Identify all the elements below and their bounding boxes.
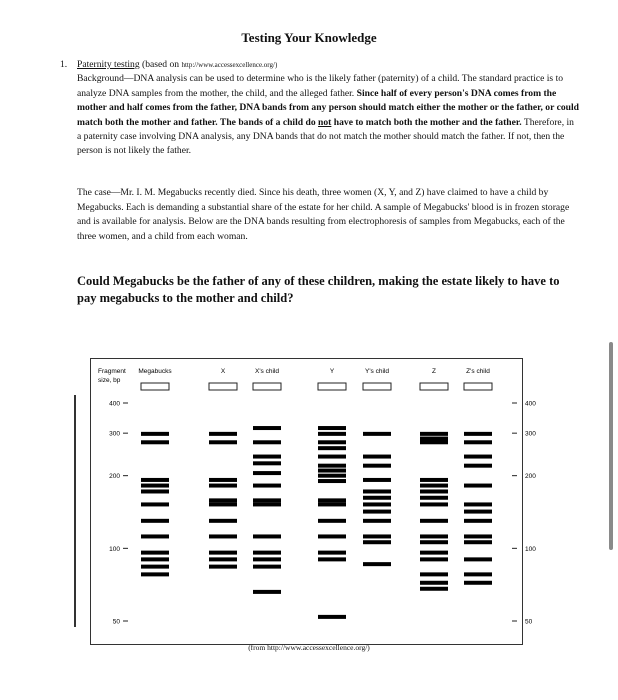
- right-tick-label: 50: [525, 618, 533, 626]
- dna-band: [420, 587, 448, 591]
- dna-band: [363, 455, 391, 459]
- dna-band: [141, 432, 169, 436]
- item-heading: [60, 58, 580, 72]
- dna-band: [318, 432, 346, 436]
- dna-band: [318, 469, 346, 473]
- dna-band: [209, 478, 237, 482]
- dna-band: [141, 572, 169, 576]
- dna-band: [363, 519, 391, 523]
- dna-band: [141, 489, 169, 493]
- right-tick-label: 300: [525, 430, 536, 438]
- background-not: not: [318, 116, 332, 128]
- dna-band: [141, 502, 169, 506]
- dna-band: [253, 471, 281, 475]
- figure-caption: (from http://www.accessexcellence.org/): [248, 643, 370, 652]
- page-title: Testing Your Knowledge: [241, 30, 377, 45]
- sample-well: [318, 383, 346, 390]
- question-text: Could Megabucks be the father of any of these children, making the estate likely to have to pay megabucks to the mother and child?: [77, 274, 560, 305]
- dna-band: [253, 498, 281, 502]
- background-text-2: Therefore, in a paternity case involving DNA analysis, any DNA bands that do not match the mother should match the father. If not, then the person is not likely the father.: [77, 116, 574, 157]
- dna-band: [209, 498, 237, 502]
- dna-band: [209, 519, 237, 523]
- lane-label: X: [220, 368, 226, 375]
- margin-line: [74, 395, 76, 627]
- dna-band: [141, 484, 169, 488]
- dna-band: [363, 562, 391, 566]
- dna-band: [318, 455, 346, 459]
- heading-url[interactable]: http://www.accessexcellence.org/): [181, 61, 278, 69]
- dna-band: [141, 519, 169, 523]
- dna-band: [420, 496, 448, 500]
- dna-band: [363, 432, 391, 436]
- dna-band: [363, 496, 391, 500]
- dna-band: [253, 557, 281, 561]
- dna-band: [209, 440, 237, 444]
- left-tick-label: 50: [112, 618, 120, 626]
- dna-band: [464, 519, 492, 523]
- dna-band: [318, 474, 346, 478]
- dna-band: [318, 557, 346, 561]
- lane-label: Megabucks: [138, 368, 172, 375]
- dna-band: [253, 455, 281, 459]
- dna-band: [363, 510, 391, 514]
- lane-label: Z: [432, 368, 436, 375]
- dna-band: [253, 534, 281, 538]
- dna-band: [209, 484, 237, 488]
- sample-well: [253, 383, 281, 390]
- right-tick-label: 400: [525, 400, 536, 408]
- background-bold-text: Since half of every person's DNA comes from the mother and half comes from the father, DNA bands from any person should match either the mother or the father, or could match both the mother and father. The bands of a child do: [77, 87, 579, 128]
- sample-well: [363, 383, 391, 390]
- lane-label: X's child: [254, 368, 280, 375]
- heading-mid: (based on: [139, 59, 182, 70]
- dna-band: [464, 464, 492, 468]
- gel-chart: [91, 359, 536, 644]
- dna-band: [253, 426, 281, 430]
- item-number: 1.: [60, 59, 68, 70]
- dna-band: [209, 557, 237, 561]
- dna-band: [141, 534, 169, 538]
- sample-well: [141, 383, 169, 390]
- dna-band: [141, 478, 169, 482]
- background-paragraph: [60, 72, 580, 158]
- left-tick-label: 300: [109, 430, 120, 438]
- question-item: [60, 58, 580, 159]
- dna-band: [253, 565, 281, 569]
- dna-band: [141, 551, 169, 555]
- dna-band: [464, 534, 492, 538]
- dna-band: [209, 432, 237, 436]
- dna-band: [464, 455, 492, 459]
- dna-band: [420, 502, 448, 506]
- background-bold-text-2: have to match both the mother and the father.: [331, 116, 522, 128]
- dna-band: [420, 478, 448, 482]
- dna-band: [318, 519, 346, 523]
- left-tick-label: 100: [109, 545, 120, 553]
- dna-band: [318, 464, 346, 468]
- background-text: Background—DNA analysis can be used to determine who is the likely father (paternity) of a child. The standard practice is to analyze DNA samples from the mother, the child, and the alleged father.: [77, 73, 564, 99]
- sample-well: [209, 383, 237, 390]
- dna-band: [318, 534, 346, 538]
- dna-band: [420, 489, 448, 493]
- dna-band: [253, 551, 281, 555]
- dna-band: [420, 534, 448, 538]
- dna-band: [318, 615, 346, 619]
- dna-band: [464, 440, 492, 444]
- dna-band: [464, 557, 492, 561]
- dna-band: [363, 502, 391, 506]
- dna-band: [363, 478, 391, 482]
- dna-band: [363, 489, 391, 493]
- dna-band: [318, 551, 346, 555]
- axis-title-line2: size, bp: [98, 377, 121, 384]
- dna-band: [209, 502, 237, 506]
- dna-band: [464, 484, 492, 488]
- dna-band: [420, 484, 448, 488]
- dna-band: [420, 581, 448, 585]
- axis-title-line1: Fragment: [98, 368, 126, 375]
- dna-band: [420, 519, 448, 523]
- dna-band: [318, 502, 346, 506]
- scrollbar-thumb[interactable]: [609, 342, 613, 550]
- lane-label: Y: [329, 368, 335, 375]
- dna-band: [141, 565, 169, 569]
- dna-band: [209, 534, 237, 538]
- dna-band: [363, 464, 391, 468]
- dna-band: [318, 426, 346, 430]
- left-tick-label: 400: [109, 400, 120, 408]
- case-paragraph: The case—Mr. I. M. Megabucks recently died. Since his death, three women (X, Y, and Z) have claimed to have a child by Megabucks. Each is demanding a substantial share of the estate for her child. A sample of Megabucks' blood is in frozen storage and is available for analysis. Below are the DNA bands resulting from electrophoresis of samples from Megabucks, each of the three women, and a child from each woman.: [77, 187, 570, 242]
- dna-band: [253, 590, 281, 594]
- dna-band: [420, 440, 448, 444]
- dna-band: [420, 557, 448, 561]
- dna-band: [420, 572, 448, 576]
- dna-band: [253, 502, 281, 506]
- dna-band: [318, 498, 346, 502]
- left-tick-label: 200: [109, 473, 120, 481]
- dna-band: [464, 540, 492, 544]
- sample-well: [420, 383, 448, 390]
- dna-band: [464, 572, 492, 576]
- heading-link-text: Paternity testing: [77, 59, 140, 70]
- dna-band: [253, 484, 281, 488]
- dna-band: [420, 540, 448, 544]
- dna-band: [464, 502, 492, 506]
- dna-band: [209, 551, 237, 555]
- dna-band: [464, 432, 492, 436]
- dna-band: [318, 479, 346, 483]
- lane-label: Z's child: [466, 368, 490, 375]
- dna-band: [141, 557, 169, 561]
- dna-band: [420, 437, 448, 441]
- dna-band: [209, 565, 237, 569]
- dna-band: [363, 534, 391, 538]
- sample-well: [464, 383, 492, 390]
- dna-band: [420, 551, 448, 555]
- dna-band: [363, 540, 391, 544]
- dna-band: [253, 440, 281, 444]
- dna-band: [141, 440, 169, 444]
- dna-band: [464, 510, 492, 514]
- dna-band: [318, 446, 346, 450]
- dna-band: [464, 581, 492, 585]
- dna-band: [253, 461, 281, 465]
- right-tick-label: 100: [525, 545, 536, 553]
- gel-figure: [90, 358, 536, 645]
- dna-band: [420, 432, 448, 436]
- lane-label: Y's child: [364, 368, 390, 375]
- right-tick-label: 200: [525, 473, 536, 481]
- dna-band: [318, 440, 346, 444]
